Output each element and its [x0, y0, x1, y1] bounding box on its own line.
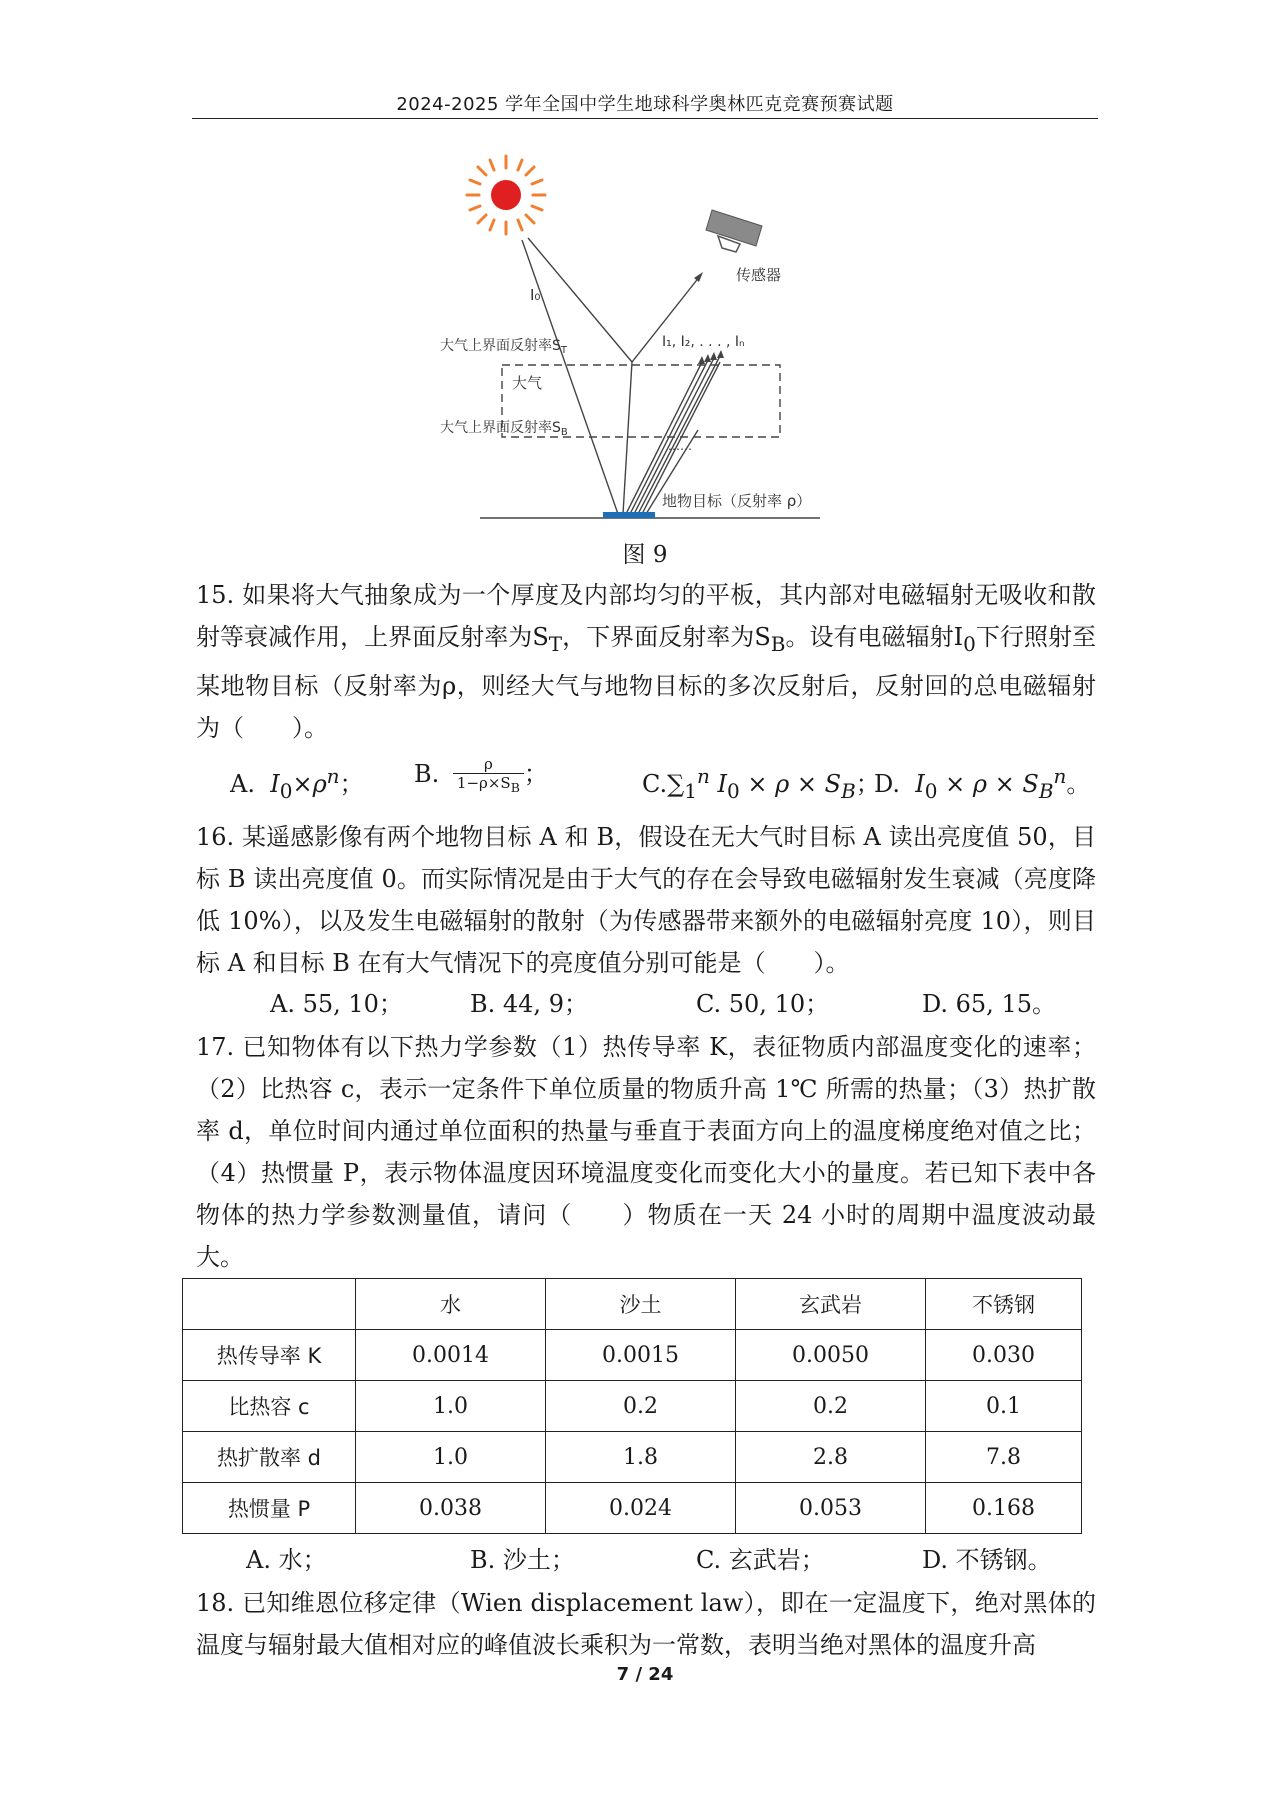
question-15 — [196, 574, 1096, 749]
label-top-interface: 大气上界面反射率$S_T$ — [440, 338, 567, 356]
table-cell: 0.1 — [926, 1381, 1082, 1432]
sensor-icon — [706, 210, 762, 252]
question-16-text: 16. 某遥感影像有两个地物目标 A 和 B，假设在无大气时目标 A 读出亮度值 50，目标 B 读出亮度值 0。而实际情况是由于大气的存在会导致电磁辐射发生衰减（亮度降低 10%），以及发生电磁辐射的散射（为传感器带来额外的电磁辐射亮度 10），则目标 A 和目标 B 在有大气情况下的亮度值分别可能是（ ）。 — [196, 823, 1096, 977]
thermal-parameters-table — [182, 1278, 1082, 1534]
row-label: 热传导率 K — [183, 1330, 356, 1381]
q17-option-c: C. 玄武岩； — [696, 1546, 825, 1574]
table-row — [183, 1381, 1082, 1432]
question-17-text: 17. 已知物体有以下热力学参数（1）热传导率 K，表征物质内部温度变化的速率；（2）比热容 c，表示一定条件下单位质量的物质升高 1℃ 所需的热量；（3）热扩散率 d，单位时间内通过单位面积的热量与垂直于表面方向上的温度梯度绝对值之比；（4）热惯量 P，表示物体温度因环境温度变化而变化大小的量度。若已知下表中各物体的热力学参数测量值，请问（ ）物质在一天 24 小时的周期中温度波动最大。 — [196, 1033, 1096, 1271]
table-cell: 0.030 — [926, 1330, 1082, 1381]
q15-option-d: D. $I_0 \times \rho \times S_B^n$。 — [874, 764, 1091, 803]
table-cell: 0.053 — [736, 1483, 926, 1534]
label-reflections: I₁, I₂, . . . , Iₙ — [662, 334, 745, 350]
label-atmosphere: 大气 — [512, 374, 543, 392]
label-bottom-interface: 大气上界面反射率$S_B$ — [440, 420, 568, 438]
header-rule — [192, 118, 1098, 119]
table-cell: 0.038 — [356, 1483, 546, 1534]
question-18 — [196, 1582, 1096, 1666]
table-row — [183, 1432, 1082, 1483]
q16-option-b: B. 44, 9； — [470, 990, 588, 1018]
table-header-cell: 水 — [356, 1279, 546, 1330]
q15-option-b: B. $\frac{\rho}{1-\rho\times S_B}$ ； — [414, 754, 548, 795]
question-16 — [196, 816, 1096, 984]
figure-caption: 图 9 — [622, 542, 668, 568]
table-row — [183, 1330, 1082, 1381]
row-label: 热扩散率 d — [183, 1432, 356, 1483]
question-15-text: 15. 如果将大气抽象成为一个厚度及内部均匀的平板，其内部对电磁辐射无吸收和散射等衰减作用，上界面反射率为$S_T$，下界面反射率为$S_B$。设有电磁辐射$I_0$下行照射至某地物目标（反射率为ρ，则经大气与地物目标的多次反射后，反射回的总电磁辐射为（ ）。 — [196, 581, 1096, 742]
table-cell: 1.8 — [546, 1432, 736, 1483]
table-cell: 0.2 — [736, 1381, 926, 1432]
label-i0: I₀ — [530, 286, 541, 304]
page-header: 2024-2025 学年全国中学生地球科学奥林匹克竞赛预赛试题 — [396, 94, 894, 115]
table-header-row — [183, 1279, 1082, 1330]
q17-option-a: A. 水； — [246, 1546, 327, 1574]
table-cell: 2.8 — [736, 1432, 926, 1483]
table-header-cell: 不锈钢 — [926, 1279, 1082, 1330]
table-cell: 0.2 — [546, 1381, 736, 1432]
question-15-options — [196, 754, 1096, 814]
row-label: 比热容 c — [183, 1381, 356, 1432]
table-cell: 7.8 — [926, 1432, 1082, 1483]
q16-option-a: A. 55, 10； — [270, 990, 403, 1018]
table-cell: 0.168 — [926, 1483, 1082, 1534]
table-header-cell: 玄武岩 — [736, 1279, 926, 1330]
q15-option-a: A. $I_0\times\rho^n$； — [230, 764, 364, 803]
sun-icon — [467, 156, 545, 234]
table-cell: 0.024 — [546, 1483, 736, 1534]
q15-option-c: $C.\sum_1^n$ $I_0 \times \rho \times S_B$； — [642, 764, 880, 803]
table-cell: 0.0015 — [546, 1330, 736, 1381]
q17-option-d: D. 不锈钢。 — [922, 1546, 1052, 1574]
question-17 — [196, 1026, 1096, 1278]
table-cell: 1.0 — [356, 1381, 546, 1432]
q16-option-d: D. 65, 15。 — [922, 990, 1056, 1018]
table-cell: 1.0 — [356, 1432, 546, 1483]
page-number: 7 / 24 — [616, 1664, 674, 1685]
figure-9-diagram — [440, 150, 860, 530]
table-header-cell — [183, 1279, 356, 1330]
table-row — [183, 1483, 1082, 1534]
label-target: 地物目标（反射率 ρ） — [662, 492, 812, 510]
label-sensor: 传感器 — [736, 266, 782, 284]
question-16-options — [230, 984, 1100, 1026]
q17-option-b: B. 沙土； — [470, 1546, 575, 1574]
table-header-cell: 沙土 — [546, 1279, 736, 1330]
table-cell: 0.0050 — [736, 1330, 926, 1381]
question-18-text: 18. 已知维恩位移定律（Wien displacement law），即在一定温度下，绝对黑体的温度与辐射最大值相对应的峰值波长乘积为一常数，表明当绝对黑体的温度升高 — [196, 1589, 1096, 1659]
question-17-options — [230, 1540, 1100, 1582]
row-label: 热惯量 P — [183, 1483, 356, 1534]
q16-option-c: C. 50, 10； — [696, 990, 830, 1018]
table-cell: 0.0014 — [356, 1330, 546, 1381]
label-dots: …… — [668, 439, 692, 453]
